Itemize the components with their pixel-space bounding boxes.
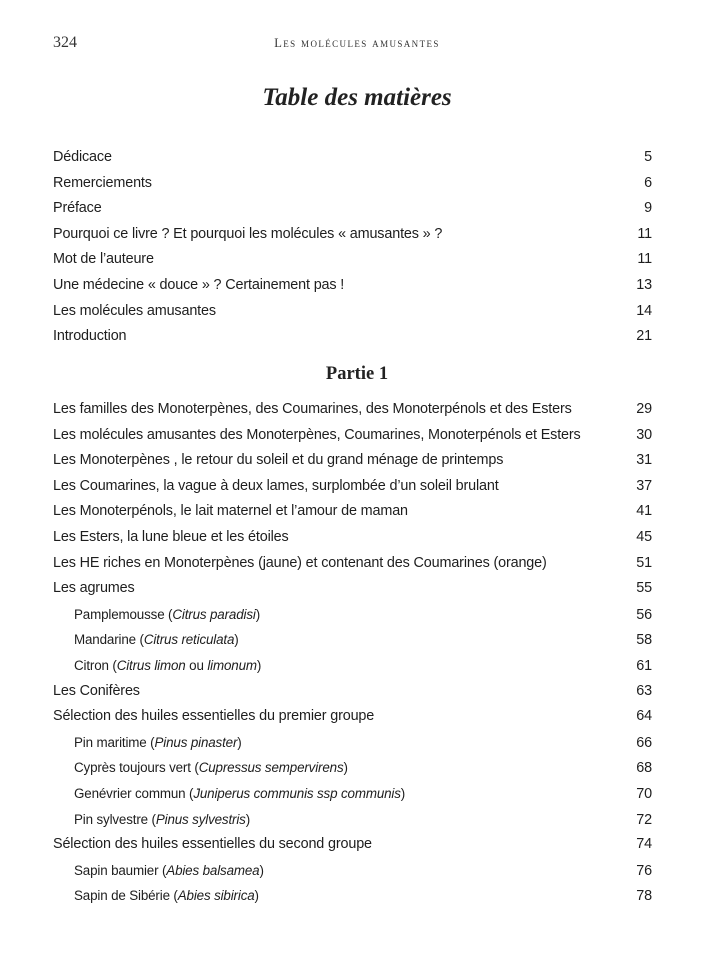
part-title: Partie 1: [325, 364, 389, 384]
toc-entry[interactable]: [53, 397, 652, 423]
toc-entry-page: 68: [636, 760, 652, 777]
toc-entry[interactable]: [53, 499, 652, 525]
toc-entry-page: 13: [636, 276, 652, 293]
toc-entry[interactable]: [53, 145, 652, 171]
toc-subentry[interactable]: [53, 858, 652, 884]
toc-entry[interactable]: [53, 273, 652, 299]
latin-name: Pinus sylvestris: [155, 811, 246, 827]
toc-entry[interactable]: [53, 196, 652, 222]
toc-entry-label: Les Coumarines, la vague à deux lames, surplombée d’un soleil brulant: [53, 477, 499, 494]
toc-entry-label: Mandarine (Citrus reticulata): [74, 632, 239, 648]
toc-front-matter: [53, 145, 652, 350]
toc-entry[interactable]: [53, 324, 652, 350]
toc-entry-label: Les HE riches en Monoterpènes (jaune) et contenant des Coumarines (orange): [53, 554, 547, 571]
toc-entry[interactable]: [53, 679, 652, 705]
toc-entry-label: Pamplemousse (Citrus paradisi): [74, 606, 261, 622]
toc-entry-page: 64: [636, 708, 652, 725]
toc-entry-page: 29: [636, 401, 652, 417]
toc-subentry[interactable]: [53, 883, 652, 909]
toc-entry-page: 61: [636, 657, 652, 674]
page-title: Table des matières: [262, 84, 452, 111]
toc-entry-label: Les Conifères: [53, 682, 140, 699]
toc-entry-label: Genévrier commun (Juniperus communis ssp communis): [74, 785, 406, 801]
toc-entry-label: Remerciements: [53, 174, 152, 191]
toc-entry-page: 72: [636, 811, 652, 828]
toc-entry[interactable]: [53, 704, 652, 730]
toc-entry-label: Pin sylvestre (Pinus sylvestris): [74, 811, 251, 827]
page-header: [53, 34, 661, 56]
toc-entry-page: 76: [636, 862, 652, 879]
toc-subentry[interactable]: [53, 807, 652, 833]
toc-entry[interactable]: [53, 474, 652, 500]
toc-entry-label: Les agrumes: [53, 580, 135, 597]
toc-entry-label: Les molécules amusantes: [53, 302, 216, 319]
toc-entry-page: 5: [644, 149, 652, 165]
toc-entry-page: 9: [644, 200, 652, 217]
toc-entry-label: Les molécules amusantes des Monoterpènes, Coumarines, Monoterpénols et Esters: [53, 426, 581, 443]
toc-entry-label: Pin maritime (Pinus pinaster): [74, 734, 242, 750]
toc-entry[interactable]: [53, 171, 652, 197]
toc-entry-label: Préface: [53, 200, 102, 217]
latin-name: Abies sibirica: [177, 888, 255, 904]
toc-entry-page: 6: [644, 174, 652, 191]
toc-entry-label: Pourquoi ce livre ? Et pourquoi les molécules « amusantes » ?: [53, 225, 443, 242]
latin-name: limonum: [207, 657, 257, 673]
toc-entry-page: 14: [636, 302, 652, 319]
toc-subentry[interactable]: [53, 755, 652, 781]
toc-subentry[interactable]: [53, 602, 652, 628]
toc-entry[interactable]: [53, 525, 652, 551]
running-title: Les molécules amusantes: [274, 36, 440, 50]
toc-entry-page: 74: [636, 836, 652, 853]
toc-entry-page: 37: [636, 477, 652, 494]
toc-subentry[interactable]: [53, 730, 652, 756]
toc-entry[interactable]: [53, 551, 652, 577]
toc-entry-page: 56: [636, 606, 652, 623]
toc-subentry[interactable]: [53, 653, 652, 679]
toc-entry-page: 55: [636, 580, 652, 597]
toc-entry[interactable]: [53, 247, 652, 273]
latin-name: Citrus reticulata: [143, 632, 235, 648]
toc-entry[interactable]: [53, 448, 652, 474]
toc-entry-label: Sélection des huiles essentielles du second groupe: [53, 836, 372, 853]
toc-entry-label: Introduction: [53, 328, 127, 345]
toc-entry[interactable]: [53, 222, 652, 248]
toc-entry-label: Sapin de Sibérie (Abies sibirica): [74, 888, 259, 904]
toc-entry-label: Les familles des Monoterpènes, des Coumarines, des Monoterpénols et des Esters: [53, 401, 572, 417]
toc-entry-label: Sapin baumier (Abies balsamea): [74, 862, 264, 878]
toc-entry-page: 70: [636, 785, 652, 802]
toc-entry-label: Les Esters, la lune bleue et les étoiles: [53, 528, 289, 545]
latin-name: Cupressus sempervirens: [198, 760, 344, 776]
toc-subentry[interactable]: [53, 627, 652, 653]
toc-entry-label: Les Monoterpènes , le retour du soleil et du grand ménage de printemps: [53, 452, 504, 469]
toc-entry-label: Dédicace: [53, 149, 112, 165]
toc-entry-label: Une médecine « douce » ? Certainement pas !: [53, 276, 345, 293]
toc-entry-page: 66: [636, 734, 652, 751]
toc-entry-label: Sélection des huiles essentielles du premier groupe: [53, 708, 375, 725]
latin-name: Juniperus communis ssp communis: [193, 785, 401, 801]
latin-name: Citrus paradisi: [172, 606, 256, 622]
toc-entry-page: 63: [636, 682, 652, 699]
toc-entry-page: 78: [636, 888, 652, 905]
toc-entry-label: Cyprès toujours vert (Cupressus sempervirens): [74, 760, 348, 776]
toc-entry[interactable]: [53, 576, 652, 602]
toc-entry-page: 21: [636, 328, 652, 345]
toc-entry-page: 11: [637, 251, 652, 268]
toc-entry-page: 31: [636, 452, 652, 469]
toc-entry-page: 51: [636, 554, 652, 571]
toc-entry[interactable]: [53, 832, 652, 858]
toc-entry-page: 58: [636, 632, 652, 649]
page-number: 324: [53, 34, 77, 51]
toc-part-1: [53, 397, 652, 909]
toc-entry-label: Mot de l’auteure: [53, 251, 154, 268]
toc-entry[interactable]: [53, 423, 652, 449]
latin-name: Citrus limon: [116, 657, 186, 673]
toc-entry-page: 30: [636, 426, 652, 443]
toc-entry[interactable]: [53, 299, 652, 325]
latin-name: Pinus pinaster: [154, 734, 238, 750]
toc-entry-page: 41: [636, 503, 652, 520]
toc-entry-page: 11: [637, 225, 652, 242]
toc-entry-label: Les Monoterpénols, le lait maternel et l’amour de maman: [53, 503, 408, 520]
latin-name: Abies balsamea: [166, 862, 260, 878]
toc-entry-page: 45: [636, 528, 652, 545]
toc-subentry[interactable]: [53, 781, 652, 807]
toc-entry-label: Citron (Citrus limon ou limonum): [74, 657, 262, 673]
